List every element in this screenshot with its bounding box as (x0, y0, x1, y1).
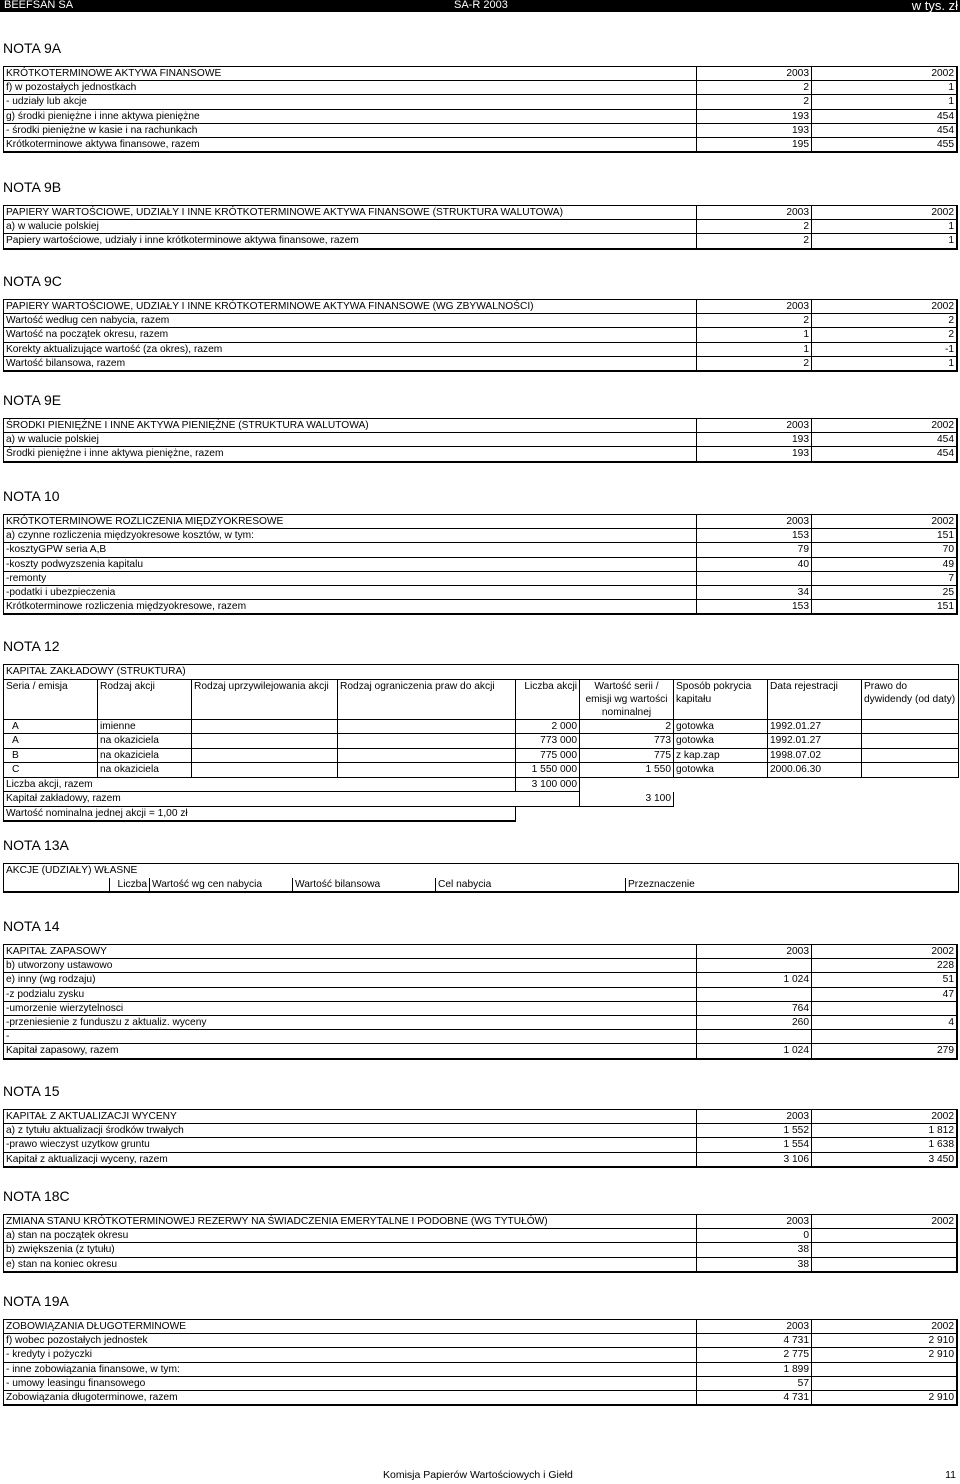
table-row (4, 973, 958, 987)
row-value: 1 (812, 356, 958, 371)
row-label: - środki pieniężne w kasie i na rachunkach (4, 123, 697, 137)
row-value (812, 1243, 958, 1257)
row-value: 40 (697, 557, 812, 571)
row-value: 79 (697, 543, 812, 557)
column-header: Cel nabycia (436, 878, 626, 893)
year-header: 2002 (812, 1110, 958, 1124)
column-header: Wartość serii / emisji wg wartości nominalnej (580, 679, 674, 719)
table-row (4, 763, 959, 778)
table-row (4, 1348, 958, 1362)
row-value: 0 (697, 1229, 812, 1243)
row-label: a) stan na początek okresu (4, 1229, 697, 1243)
nota-9a (3, 40, 958, 153)
row-value (812, 1030, 958, 1044)
table-row (4, 1243, 958, 1257)
table-cell: 1998.07.02 (768, 748, 862, 763)
table-row (4, 447, 958, 462)
row-value: 193 (697, 123, 812, 137)
table-caption: KRÓTKOTERMINOWE AKTYWA FINANSOWE (4, 67, 697, 81)
row-label: b) zwiększenia (z tytułu) (4, 1243, 697, 1257)
column-header: Data rejestracji (768, 679, 862, 719)
nota-title: NOTA 9C (3, 273, 62, 289)
table-row (4, 95, 958, 109)
row-label: Wartość na początek okresu, razem (4, 328, 697, 342)
row-value: 57 (697, 1376, 812, 1390)
column-header: Seria / emisja (4, 679, 98, 719)
row-value: 1 024 (697, 1044, 812, 1059)
row-value (812, 1376, 958, 1390)
table-row (4, 1138, 958, 1152)
table-row (4, 1390, 958, 1405)
table-cell: na okaziciela (98, 763, 192, 778)
table-caption: PAPIERY WARTOŚCIOWE, UDZIAŁY I INNE KRÓTKOTERMINOWE AKTYWA FINANSOWE (STRUKTURA WALUTOWA) (4, 206, 697, 220)
row-value: 2 (697, 81, 812, 95)
nota-9c (3, 273, 958, 372)
year-header: 2003 (697, 945, 812, 959)
year-header: 2002 (812, 1320, 958, 1334)
nota-10 (3, 488, 958, 615)
row-value: 2 (697, 95, 812, 109)
row-value: 454 (812, 433, 958, 447)
page-header (0, 0, 960, 12)
row-value: 2 910 (812, 1390, 958, 1405)
row-value: 260 (697, 1015, 812, 1029)
table-header-row (4, 67, 958, 81)
table-cell: 2 (580, 719, 674, 734)
table-cell (862, 734, 959, 749)
nota-9e (3, 392, 958, 463)
table-row (4, 1229, 958, 1243)
nota-table (3, 205, 958, 250)
table-cell: na okaziciela (98, 748, 192, 763)
year-header: 2003 (697, 1110, 812, 1124)
year-header: 2003 (697, 419, 812, 433)
column-header: Prawo do dywidendy (od daty) (862, 679, 959, 719)
row-value: 7 (812, 571, 958, 585)
row-label: -prawo wieczyst uzytkow gruntu (4, 1138, 697, 1152)
column-header: Sposób pokrycia kapitału (674, 679, 768, 719)
row-value: 2 (812, 314, 958, 328)
nota-title: NOTA 10 (3, 488, 60, 504)
table-row (4, 1334, 958, 1348)
table-row (4, 109, 958, 123)
table-caption: KRÓTKOTERMINOWE ROZLICZENIA MIĘDZYOKRESOWE (4, 515, 697, 529)
table-caption: KAPITAŁ ZAPASOWY (4, 945, 697, 959)
table-row (4, 433, 958, 447)
row-value: 38 (697, 1257, 812, 1272)
table-cell: gotowka (674, 734, 768, 749)
row-value: 1 (812, 234, 958, 249)
row-label: f) w pozostałych jednostkach (4, 81, 697, 95)
table-header-row (4, 1110, 958, 1124)
table-cell: gotowka (674, 719, 768, 734)
row-label: g) środki pieniężne i inne aktywa pieniężne (4, 109, 697, 123)
table-cell: 1 550 (580, 763, 674, 778)
row-value: 51 (812, 973, 958, 987)
table-row (4, 529, 958, 543)
table-cell: na okaziciela (98, 734, 192, 749)
row-label: e) inny (wg rodzaju) (4, 973, 697, 987)
column-header: Wartość wg cen nabycia (150, 878, 293, 893)
row-value: 1 638 (812, 1138, 958, 1152)
year-header: 2002 (812, 419, 958, 433)
row-label: a) z tytułu aktualizacji środków trwałych (4, 1124, 697, 1138)
row-value: 455 (812, 137, 958, 152)
table-row (4, 1044, 958, 1059)
row-value (812, 1001, 958, 1015)
row-value (812, 1229, 958, 1243)
row-value: 764 (697, 1001, 812, 1015)
table-cell (338, 763, 516, 778)
row-value: 193 (697, 433, 812, 447)
table-cell (192, 763, 338, 778)
table-row (4, 234, 958, 249)
table-row (4, 356, 958, 371)
table-cell: A (4, 734, 98, 749)
row-label: - umowy leasingu finansowego (4, 1376, 697, 1390)
table-cell: 773 000 (516, 734, 580, 749)
table-caption: KAPITAŁ ZAKŁADOWY (STRUKTURA) (4, 665, 959, 680)
row-value: -1 (812, 342, 958, 356)
row-value (697, 1030, 812, 1044)
table-cell: z kap.zap (674, 748, 768, 763)
row-label: -umorzenie wierzytelnosci (4, 1001, 697, 1015)
row-value: 2 (812, 328, 958, 342)
nota-title: NOTA 13A (3, 837, 69, 853)
nota-19a (3, 1293, 958, 1406)
table-row (4, 1015, 958, 1029)
table-caption: ŚRODKI PIENIĘŻNE I INNE AKTYWA PIENIĘŻNE (STRUKTURA WALUTOWA) (4, 419, 697, 433)
nota-title: NOTA 19A (3, 1293, 69, 1309)
nominal-value-note: Wartość nominalna jednej akcji = 1,00 zł (4, 806, 516, 821)
row-value: 193 (697, 447, 812, 462)
row-label: -remonty (4, 571, 697, 585)
row-label: -kosztyGPW seria A,B (4, 543, 697, 557)
row-value (697, 959, 812, 973)
table-row (4, 1257, 958, 1272)
table-cell: 775 (580, 748, 674, 763)
row-label: -z podzialu zysku (4, 987, 697, 1001)
row-label: -przeniesienie z funduszu z aktualiz. wyceny (4, 1015, 697, 1029)
nota-table (3, 66, 958, 153)
table-header-row (4, 679, 959, 719)
table-cell: 2000.06.30 (768, 763, 862, 778)
table-row (4, 543, 958, 557)
row-value: 1 024 (697, 973, 812, 987)
table-header-row (4, 300, 958, 314)
row-label: Krótkoterminowe rozliczenia międzyokresowe, razem (4, 600, 697, 615)
row-value: 4 (812, 1015, 958, 1029)
table-header-row (4, 945, 958, 959)
row-value: 1 (812, 81, 958, 95)
table-caption: ZOBOWIĄZANIA DŁUGOTERMINOWE (4, 1320, 697, 1334)
row-value: 1 812 (812, 1124, 958, 1138)
table-row (4, 987, 958, 1001)
table-caption: ZMIANA STANU KRÓTKOTERMINOWEJ REZERWY NA ŚWIADCZENIA EMERYTALNE I PODOBNE (WG TYTUŁÓW) (4, 1215, 697, 1229)
column-header: Liczba (110, 878, 150, 893)
row-value: 2 (697, 234, 812, 249)
column-header: Rodzaj uprzywilejowania akcji (192, 679, 338, 719)
row-label: Kapitał z aktualizacji wyceny, razem (4, 1152, 697, 1167)
row-label: e) stan na koniec okresu (4, 1257, 697, 1272)
table-cell: 775 000 (516, 748, 580, 763)
row-value: 1 899 (697, 1362, 812, 1376)
nota-title: NOTA 9B (3, 179, 62, 195)
row-value: 454 (812, 109, 958, 123)
nota-title: NOTA 18C (3, 1188, 70, 1204)
table-cell (192, 734, 338, 749)
year-header: 2002 (812, 67, 958, 81)
table-caption: AKCJE (UDZIAŁY) WŁASNE (4, 864, 150, 878)
row-label: a) w walucie polskiej (4, 433, 697, 447)
row-label: Papiery wartościowe, udziały i inne krótkoterminowe aktywa finansowe, razem (4, 234, 697, 249)
table-row (4, 342, 958, 356)
table-cell: gotowka (674, 763, 768, 778)
row-value: 2 (697, 356, 812, 371)
row-value: 195 (697, 137, 812, 152)
row-value: 3 450 (812, 1152, 958, 1167)
nota-table (3, 944, 958, 1060)
row-value: 3 106 (697, 1152, 812, 1167)
table-cell: imienne (98, 719, 192, 734)
row-label: Wartość bilansowa, razem (4, 356, 697, 371)
row-value: 193 (697, 109, 812, 123)
nota-15 (3, 1083, 958, 1168)
table-cell (192, 748, 338, 763)
table-cell (862, 719, 959, 734)
table-row (4, 328, 958, 342)
company-name: BEEFSAN SA (4, 0, 74, 11)
row-label: b) utworzony ustawowo (4, 959, 697, 973)
nota-9b (3, 179, 958, 250)
table-row (4, 1362, 958, 1376)
row-label: -koszty podwyzszenia kapitalu (4, 557, 697, 571)
row-label: - kredyty i pożyczki (4, 1348, 697, 1362)
row-value: 49 (812, 557, 958, 571)
table-cell (338, 748, 516, 763)
row-value: 2 775 (697, 1348, 812, 1362)
year-header: 2003 (697, 206, 812, 220)
row-label: - (4, 1030, 697, 1044)
table-row (4, 734, 959, 749)
row-value: 4 731 (697, 1334, 812, 1348)
row-value: 47 (812, 987, 958, 1001)
table-row (4, 959, 958, 973)
row-value: 70 (812, 543, 958, 557)
year-header: 2002 (812, 1215, 958, 1229)
row-value: 34 (697, 585, 812, 599)
table-cell: B (4, 748, 98, 763)
nota-title: NOTA 12 (3, 638, 60, 654)
row-label: Zobowiązania długoterminowe, razem (4, 1390, 697, 1405)
nota-table (3, 1109, 958, 1168)
table-cell (192, 719, 338, 734)
unit-label: w tys. zł (911, 0, 958, 13)
nota-table (3, 514, 958, 615)
table-row (4, 1030, 958, 1044)
table-header-row (4, 419, 958, 433)
nota-18c (3, 1188, 958, 1273)
share-capital-table (3, 664, 959, 822)
table-row (4, 123, 958, 137)
table-row (4, 571, 958, 585)
row-label: Korekty aktualizujące wartość (za okres), razem (4, 342, 697, 356)
nota-title: NOTA 9E (3, 392, 62, 408)
table-row (4, 1152, 958, 1167)
row-value: 1 (812, 95, 958, 109)
column-header: Rodzaj akcji (98, 679, 192, 719)
nota-13a (3, 837, 958, 893)
row-value: 2 910 (812, 1348, 958, 1362)
row-value (812, 1257, 958, 1272)
footer-text: Komisja Papierów Wartościowych i Giełd (383, 1469, 573, 1481)
table-cell: 773 (580, 734, 674, 749)
shares-total-value: 3 100 000 (516, 777, 580, 792)
nota-14 (3, 918, 958, 1060)
row-value: 38 (697, 1243, 812, 1257)
nota-table (3, 418, 958, 463)
row-label: a) w walucie polskiej (4, 220, 697, 234)
table-cell (338, 719, 516, 734)
page-number: 11 (945, 1469, 956, 1481)
year-header: 2002 (812, 206, 958, 220)
table-row (4, 585, 958, 599)
year-header: 2003 (697, 67, 812, 81)
year-header: 2002 (812, 300, 958, 314)
row-value: 1 552 (697, 1124, 812, 1138)
table-cell: 1992.01.27 (768, 734, 862, 749)
column-header: Rodzaj ograniczenia praw do akcji (338, 679, 516, 719)
row-value: 151 (812, 529, 958, 543)
row-value: 25 (812, 585, 958, 599)
row-label: Środki pieniężne i inne aktywa pieniężne, razem (4, 447, 697, 462)
row-value: 2 (697, 220, 812, 234)
row-value: 454 (812, 123, 958, 137)
capital-total-value: 3 100 (580, 792, 674, 807)
table-row (4, 1124, 958, 1138)
table-cell (862, 748, 959, 763)
year-header: 2003 (697, 1215, 812, 1229)
year-header: 2002 (812, 945, 958, 959)
year-header: 2003 (697, 1320, 812, 1334)
table-row (4, 748, 959, 763)
row-value: 1 (697, 328, 812, 342)
table-cell: 2 000 (516, 719, 580, 734)
nota-table (3, 1214, 958, 1273)
table-row (4, 137, 958, 152)
table-row (4, 314, 958, 328)
table-header-row (4, 206, 958, 220)
column-header: Liczba akcji (516, 679, 580, 719)
nota-title: NOTA 15 (3, 1083, 60, 1099)
row-label: Kapitał zapasowy, razem (4, 1044, 697, 1059)
table-header-row (4, 1215, 958, 1229)
column-header: Przeznaczenie (626, 878, 959, 893)
table-row (4, 81, 958, 95)
table-cell: 1 550 000 (516, 763, 580, 778)
report-type: SA-R 2003 (454, 0, 508, 11)
table-cell: A (4, 719, 98, 734)
year-header: 2003 (697, 300, 812, 314)
nota-title: NOTA 9A (3, 40, 62, 56)
row-label: Wartość według cen nabycia, razem (4, 314, 697, 328)
row-value: 228 (812, 959, 958, 973)
nota-title: NOTA 14 (3, 918, 60, 934)
row-value: 2 910 (812, 1334, 958, 1348)
table-header-row (4, 515, 958, 529)
table-cell (862, 763, 959, 778)
row-value: 151 (812, 600, 958, 615)
nota-table (3, 299, 958, 372)
table-header-row (4, 1320, 958, 1334)
nota-table (3, 1319, 958, 1406)
row-label: a) czynne rozliczenia międzyokresowe kosztów, w tym: (4, 529, 697, 543)
year-header: 2002 (812, 515, 958, 529)
own-shares-table (3, 863, 959, 893)
row-value: 2 (697, 314, 812, 328)
row-label: - inne zobowiązania finansowe, w tym: (4, 1362, 697, 1376)
table-cell (338, 734, 516, 749)
table-cell: 1992.01.27 (768, 719, 862, 734)
row-label: f) wobec pozostałych jednostek (4, 1334, 697, 1348)
table-caption: PAPIERY WARTOŚCIOWE, UDZIAŁY I INNE KRÓTKOTERMINOWE AKTYWA FINANSOWE (WG ZBYWALNOŚCI) (4, 300, 697, 314)
row-value: 1 554 (697, 1138, 812, 1152)
column-header: Wartość bilansowa (293, 878, 436, 893)
year-header: 2003 (697, 515, 812, 529)
row-value: 279 (812, 1044, 958, 1059)
row-label: - udziały lub akcje (4, 95, 697, 109)
row-value: 4 731 (697, 1390, 812, 1405)
table-row (4, 1001, 958, 1015)
row-value: 1 (812, 220, 958, 234)
table-caption: KAPITAŁ Z AKTUALIZACJI WYCENY (4, 1110, 697, 1124)
row-label: Krótkoterminowe aktywa finansowe, razem (4, 137, 697, 152)
capital-total-label: Kapitał zakładowy, razem (4, 792, 516, 807)
row-value (697, 987, 812, 1001)
table-row (4, 719, 959, 734)
table-row (4, 220, 958, 234)
table-row (4, 557, 958, 571)
row-value: 153 (697, 600, 812, 615)
row-label: -podatki i ubezpieczenia (4, 585, 697, 599)
row-value (697, 571, 812, 585)
row-value: 1 (697, 342, 812, 356)
row-value: 454 (812, 447, 958, 462)
table-row (4, 1376, 958, 1390)
row-value (812, 1362, 958, 1376)
nota-12 (3, 638, 958, 822)
shares-total-label: Liczba akcji, razem (4, 777, 516, 792)
row-value: 153 (697, 529, 812, 543)
table-cell: C (4, 763, 98, 778)
table-row (4, 600, 958, 615)
